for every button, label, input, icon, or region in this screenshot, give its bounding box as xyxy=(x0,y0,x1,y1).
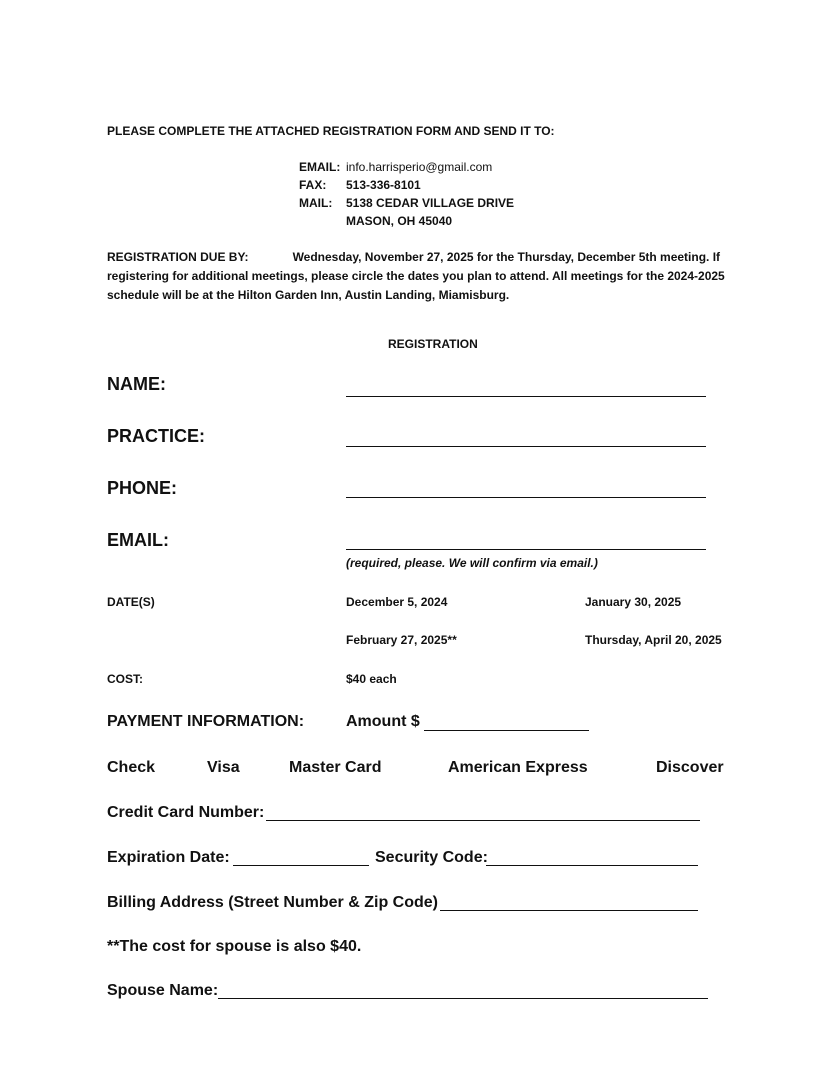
contact-email-label: EMAIL: xyxy=(299,160,341,174)
payment-method-mastercard[interactable]: Master Card xyxy=(289,759,382,776)
payment-method-amex[interactable]: American Express xyxy=(448,759,588,776)
dates-label: DATE(S) xyxy=(107,595,155,609)
email-label: EMAIL: xyxy=(107,530,169,550)
contact-fax-label: FAX: xyxy=(299,178,327,192)
due-text: Wednesday, November 27, 2025 for the Thursday, December 5th meeting. If registering for additional meetings, please circle the dates you plan to attend. All meetings for the 2024-2025 schedule will be at the Hilton Garden Inn, Austin Landing, Miamisburg. xyxy=(107,250,725,302)
cost-label: COST: xyxy=(107,672,143,686)
cc-number-field[interactable] xyxy=(266,820,700,821)
security-code-label: Security Code: xyxy=(375,849,488,866)
header-instruction: PLEASE COMPLETE THE ATTACHED REGISTRATION FORM AND SEND IT TO: xyxy=(107,124,555,138)
contact-mail-line2: MASON, OH 45040 xyxy=(346,214,453,228)
payment-method-check[interactable]: Check xyxy=(107,759,156,776)
payment-method-discover[interactable]: Discover xyxy=(656,759,724,776)
email-field[interactable] xyxy=(346,549,706,550)
contact-fax-value: 513-336-8101 xyxy=(346,178,421,192)
email-note: (required, please. We will confirm via email.) xyxy=(346,556,598,570)
phone-field[interactable] xyxy=(346,497,706,498)
name-field[interactable] xyxy=(346,396,706,397)
expiration-field[interactable] xyxy=(233,865,369,866)
practice-label: PRACTICE: xyxy=(107,426,205,446)
date-option[interactable]: February 27, 2025** xyxy=(346,633,457,647)
spouse-name-field[interactable] xyxy=(218,998,708,999)
date-option[interactable]: January 30, 2025 xyxy=(585,595,682,609)
name-label: NAME: xyxy=(107,374,166,394)
expiration-label: Expiration Date: xyxy=(107,849,230,866)
billing-address-field[interactable] xyxy=(440,910,698,911)
phone-label: PHONE: xyxy=(107,478,178,498)
cc-number-label: Credit Card Number: xyxy=(107,804,265,821)
due-label: REGISTRATION DUE BY: xyxy=(107,250,249,264)
spouse-cost-note: **The cost for spouse is also $40. xyxy=(107,938,362,955)
due-paragraph xyxy=(107,248,772,305)
spouse-name-label: Spouse Name: xyxy=(107,982,219,999)
amount-label: Amount $ xyxy=(346,713,420,730)
security-code-field[interactable] xyxy=(486,865,698,866)
contact-mail-label: MAIL: xyxy=(299,196,333,210)
billing-address-label: Billing Address (Street Number & Zip Code) xyxy=(107,894,438,911)
contact-mail-line1: 5138 CEDAR VILLAGE DRIVE xyxy=(346,196,515,210)
date-option[interactable]: Thursday, April 20, 2025 xyxy=(585,633,722,647)
contact-email-value[interactable]: info.harrisperio@gmail.com xyxy=(346,160,493,174)
cost-value: $40 each xyxy=(346,672,397,686)
date-option[interactable]: December 5, 2024 xyxy=(346,595,448,609)
payment-method-visa[interactable]: Visa xyxy=(207,759,240,776)
section-title: REGISTRATION xyxy=(388,337,478,351)
payment-label: PAYMENT INFORMATION: xyxy=(107,713,305,730)
practice-field[interactable] xyxy=(346,446,706,447)
amount-field[interactable] xyxy=(424,730,589,731)
